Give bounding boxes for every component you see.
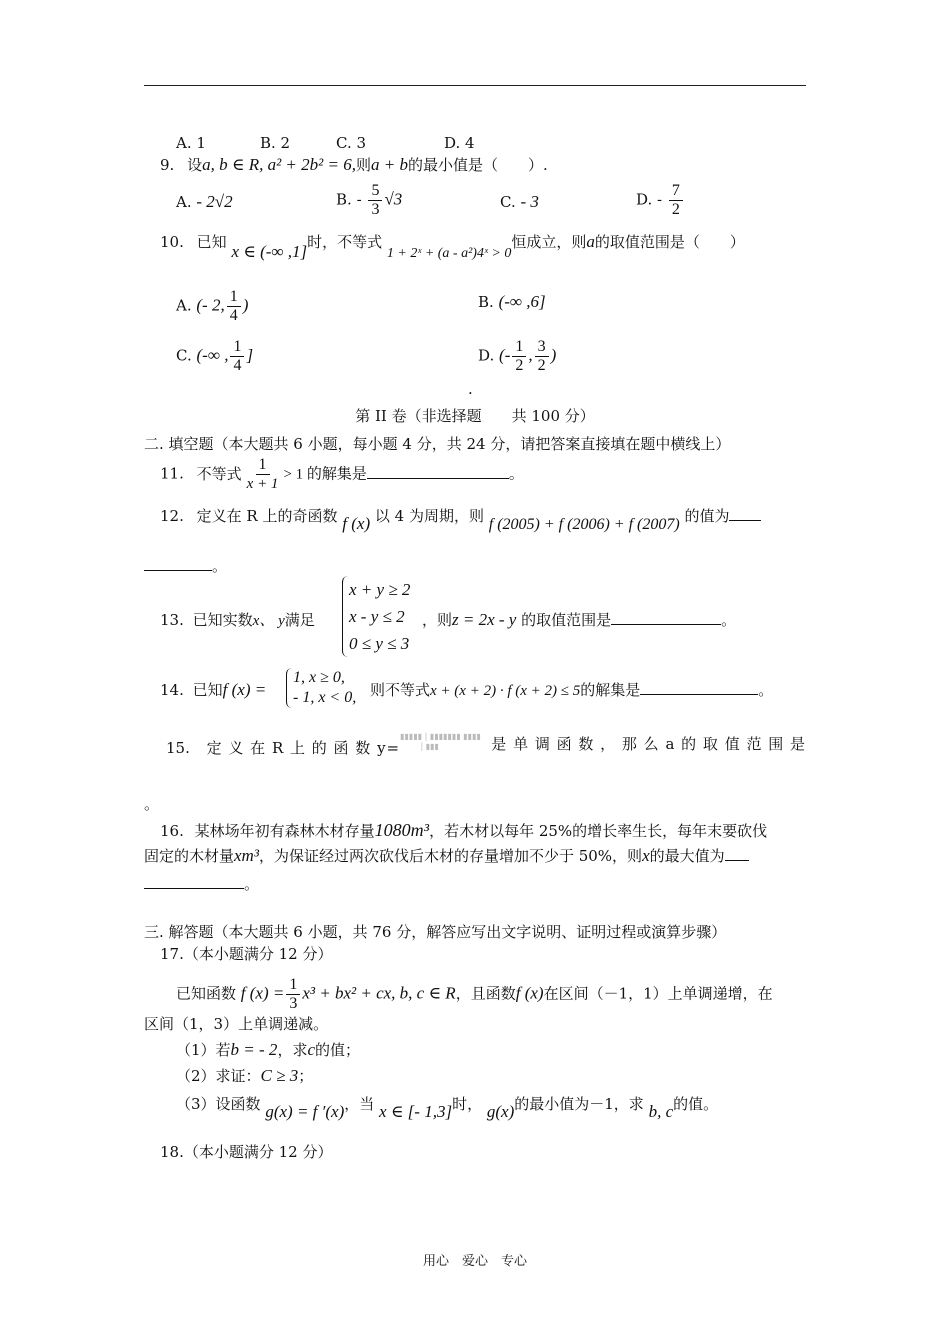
fraction: $\frac{7}{2}$: [669, 182, 683, 219]
question-17-line1: 已知函数 f (x) = $\frac{1}{3}$ x³ + bx² + cx, b, c ∈ R，且函数f (x)在区间（－1，1）上单调递增，在: [176, 976, 773, 1012]
section-2-heading: 二. 填空题（本大题共 6 小题，每小题 4 分，共 24 分，请把答案直接填在题中横线上）: [144, 435, 731, 453]
answer-blank[interactable]: [144, 874, 244, 889]
fraction: $\frac{5}{3}$: [368, 182, 382, 219]
fraction: $\frac{1}{2}$: [512, 338, 526, 375]
answer-blank[interactable]: [367, 464, 509, 479]
question-17-title: 17.（本小题满分 12 分）: [160, 945, 333, 963]
question-11: 11. 不等式 $\frac{1}{x + 1}$ > 1 的解集是 。: [160, 456, 524, 492]
q8-option-c: C. 3: [336, 134, 367, 152]
question-16-line3: 。: [144, 874, 259, 894]
question-17-part2: （2）求证：C ≥ 3；: [176, 1066, 314, 1085]
question-15: 15. 定 义 在 R 上 的 函 数 y=▮▮▮▮▮ | ▮▮▮▮▮▮▮ ▮▮▮▮ | ▮▮▮ 是 单 调 函 数 ， 那 么 a 的 取 值 范 围 是: [166, 732, 806, 772]
stray-dot: ·: [468, 384, 473, 402]
question-16: 16. 某林场年初有森林木材存量1080m³，若木材以每年 25%的增长率生长，每年末要砍伐: [160, 820, 768, 840]
answer-blank[interactable]: [729, 506, 761, 521]
fraction: $\frac{1}{x + 1}$: [246, 456, 279, 492]
question-10: 10. 已知 x ∈ (-∞ ,1]时，不等式 1 + 2ˣ + (a - a²)4ˣ > 0恒成立，则a的取值范围是（ ）: [160, 232, 745, 261]
piecewise-function: 1, x ≥ 0, - 1, x < 0,: [286, 668, 356, 708]
answer-blank[interactable]: [144, 556, 212, 571]
question-16-line2: 固定的木材量xm³，为保证经过两次砍伐后木材的存量增加不少于 50%，则x的最大值为: [144, 846, 749, 866]
question-15-end: 。: [144, 795, 160, 813]
illegible-piecewise-image: ▮▮▮▮▮ | ▮▮▮▮▮▮▮ ▮▮▮▮ | ▮▮▮: [400, 732, 481, 751]
question-17-line2: 区间（1，3）上单调递减。: [144, 1015, 329, 1033]
question-12: 12. 定义在 R 上的奇函数 f (x) 以 4 为周期，则 f (2005) + f (2006) + f (2007) 的值为: [160, 506, 761, 527]
question-18-title: 18.（本小题满分 12 分）: [160, 1143, 333, 1161]
part2-title: 第 II 卷（非选择题 共 100 分）: [355, 407, 595, 425]
page-footer: 用心 爱心 专心: [422, 1254, 527, 1269]
answer-blank[interactable]: [640, 680, 758, 695]
fraction: $\frac{1}{4}$: [230, 338, 244, 375]
question-12-cont: 。: [144, 556, 227, 576]
question-17-part3: （3）设函数 g(x) = f ′(x)，当 x ∈ [- 1,3]时， g(x)的最小值为－1，求 b, c的值。: [176, 1095, 719, 1121]
fraction: $\frac{1}{3}$: [286, 976, 300, 1013]
q8-option-a: A. 1: [176, 134, 206, 152]
q8-option-b: B. 2: [260, 134, 291, 152]
q8-options: [176, 133, 475, 153]
question-17-part1: （1）若b = - 2，求c的值；: [176, 1040, 361, 1059]
section-3-heading: 三. 解答题（本大题共 6 小题，共 76 分，解答应写出文字说明、证明过程或演算步骤）: [144, 923, 727, 941]
fraction: $\frac{1}{4}$: [227, 288, 241, 325]
constraint-system: x + y ≥ 2 x - y ≤ 2 0 ≤ y ≤ 3: [342, 576, 410, 657]
answer-blank[interactable]: [725, 846, 749, 861]
header-rule: [144, 85, 806, 86]
fraction: $\frac{3}{2}$: [535, 338, 549, 375]
question-9: 9. 设a, b ∈ R, a² + 2b² = 6,则a + b的最小值是（ ）.: [160, 155, 548, 174]
answer-blank[interactable]: [611, 610, 721, 625]
q8-option-d: D. 4: [444, 134, 475, 152]
